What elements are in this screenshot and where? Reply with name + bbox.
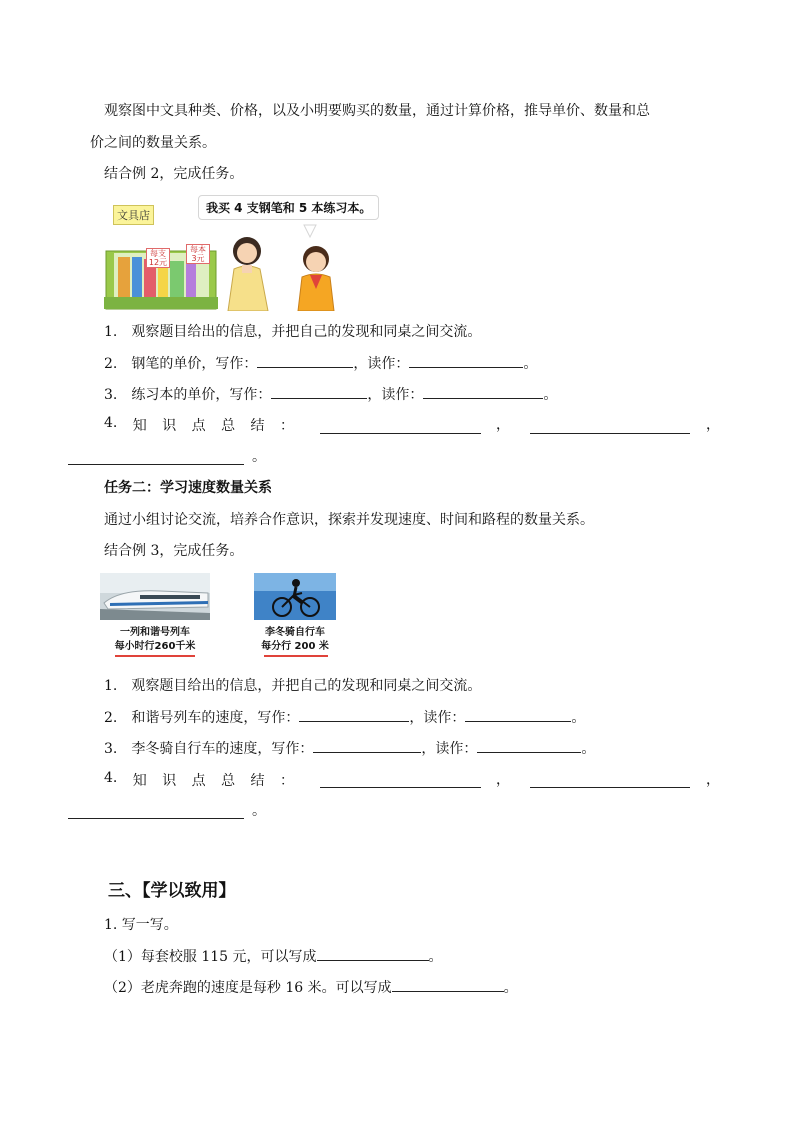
task1-summary-blank-1[interactable] xyxy=(320,432,481,434)
tiger-speed-blank[interactable] xyxy=(392,977,504,992)
q4-char: 总 xyxy=(221,773,236,789)
q4-char: 知 xyxy=(132,773,147,789)
example-2-label: 结合例 2，完成任务。 xyxy=(104,166,244,182)
intro-line-1: 观察图中文具种类、价格，以及小明要购买的数量，通过计算价格，推导单价、数量和总 xyxy=(104,103,650,119)
bicycle-image xyxy=(254,573,336,620)
section3-item-2 xyxy=(104,977,518,998)
task1-q1: 1. 观察题目给出的信息，并把自己的发现和同桌之间交流。 xyxy=(104,324,482,340)
task2-q2-label: 2. 和谐号列车的速度，写作： xyxy=(104,710,300,726)
task1-comma-2: ， xyxy=(706,417,720,433)
task1-q4-label xyxy=(104,415,294,435)
task1-q3 xyxy=(104,384,557,405)
q4-char: 点 xyxy=(191,773,206,789)
task2-q3-label: 3. 李冬骑自行车的速度，写作： xyxy=(104,741,314,757)
task2-q1: 1. 观察题目给出的信息，并把自己的发现和同桌之间交流。 xyxy=(104,678,482,694)
q4-char: 识 xyxy=(162,418,177,434)
book-price-write-blank[interactable] xyxy=(271,384,367,399)
section3-q1: 1. 写一写。 xyxy=(104,917,178,933)
task2-q3 xyxy=(104,738,595,759)
q4-char: 点 xyxy=(191,418,206,434)
task1-q3-end: 。 xyxy=(543,387,558,403)
task1-q2 xyxy=(104,353,537,374)
intro-line-2: 价之间的数量关系。 xyxy=(90,135,216,151)
task2-description: 通过小组讨论交流，培养合作意识，探索并发现速度、时间和路程的数量关系。 xyxy=(104,512,594,528)
bike-speed-read-blank[interactable] xyxy=(477,738,581,753)
task2-q4-label xyxy=(104,770,294,790)
item2-label: （2）老虎奔跑的速度是每秒 16 米。可以写成 xyxy=(104,980,392,996)
example-3-label: 结合例 3，完成任务。 xyxy=(104,543,244,559)
train-caption-underline xyxy=(115,655,195,657)
item1-end: 。 xyxy=(428,949,443,965)
task2-q2 xyxy=(104,707,585,728)
q4-char: 知 xyxy=(132,418,147,434)
train-speed-read-blank[interactable] xyxy=(465,707,571,722)
item2-end: 。 xyxy=(503,980,518,996)
task1-q2-read-label: ，读作： xyxy=(353,356,410,372)
pen-price-write-blank[interactable] xyxy=(257,353,353,368)
book-price-read-blank[interactable] xyxy=(423,384,543,399)
task2-q3-end: 。 xyxy=(581,741,596,757)
task2-heading: 任务二：学习速度数量关系 xyxy=(104,480,272,496)
price-tag-book: 每本 3元 xyxy=(186,244,210,264)
shop-sign: 文具店 xyxy=(113,205,154,225)
task1-q2-end: 。 xyxy=(523,356,538,372)
price-tag-pen: 每支 12元 xyxy=(146,248,170,268)
q4-char: ： xyxy=(279,773,294,789)
train-caption-line-2: 每小时行260千米 xyxy=(114,641,196,652)
train-speed-write-blank[interactable] xyxy=(299,707,409,722)
task2-comma-2: ， xyxy=(706,772,720,788)
task1-q3-read-label: ，读作： xyxy=(367,387,424,403)
q4-char: 结 xyxy=(250,418,265,434)
section3-heading: 三、【学以致用】 xyxy=(108,881,236,901)
train-photo xyxy=(100,573,210,620)
train-image xyxy=(100,573,210,620)
bike-caption-line-2: 每分行 200 米 xyxy=(261,641,329,652)
task1-summary-blank-2[interactable] xyxy=(530,432,690,434)
task1-comma-1: ， xyxy=(496,417,510,433)
section3-item-1 xyxy=(104,946,443,967)
q4-char: ： xyxy=(279,418,294,434)
q4-char: 识 xyxy=(162,773,177,789)
speech-bubble: 我买 4 支钢笔和 5 本练习本。 xyxy=(198,195,379,220)
task2-q3-read-label: ，读作： xyxy=(421,741,478,757)
bike-caption-line-1: 李冬骑自行车 xyxy=(265,627,325,638)
bike-speed-write-blank[interactable] xyxy=(313,738,421,753)
q4-char: 4. xyxy=(104,415,118,431)
task1-summary-blank-3[interactable] xyxy=(68,463,244,465)
task2-summary-blank-3[interactable] xyxy=(68,817,244,819)
q4-char: 4. xyxy=(104,770,118,786)
bike-caption-underline xyxy=(264,655,328,657)
uniform-price-blank[interactable] xyxy=(317,946,429,961)
task2-summary-blank-2[interactable] xyxy=(530,786,690,788)
task2-summary-blank-1[interactable] xyxy=(320,786,481,788)
pen-price-read-blank[interactable] xyxy=(409,353,523,368)
task2-comma-1: ， xyxy=(496,772,510,788)
q4-char: 总 xyxy=(221,418,236,434)
task2-q2-read-label: ，读作： xyxy=(409,710,466,726)
train-caption-line-1: 一列和谐号列车 xyxy=(120,627,190,638)
task1-end: 。 xyxy=(252,449,266,465)
task2-q2-end: 。 xyxy=(571,710,586,726)
task1-q3-label: 3. 练习本的单价，写作： xyxy=(104,387,272,403)
bicycle-photo xyxy=(254,573,336,620)
q4-char: 结 xyxy=(250,773,265,789)
item1-label: （1）每套校服 115 元，可以写成 xyxy=(104,949,317,965)
task2-end: 。 xyxy=(252,803,266,819)
task1-q2-label: 2. 钢笔的单价，写作： xyxy=(104,356,258,372)
